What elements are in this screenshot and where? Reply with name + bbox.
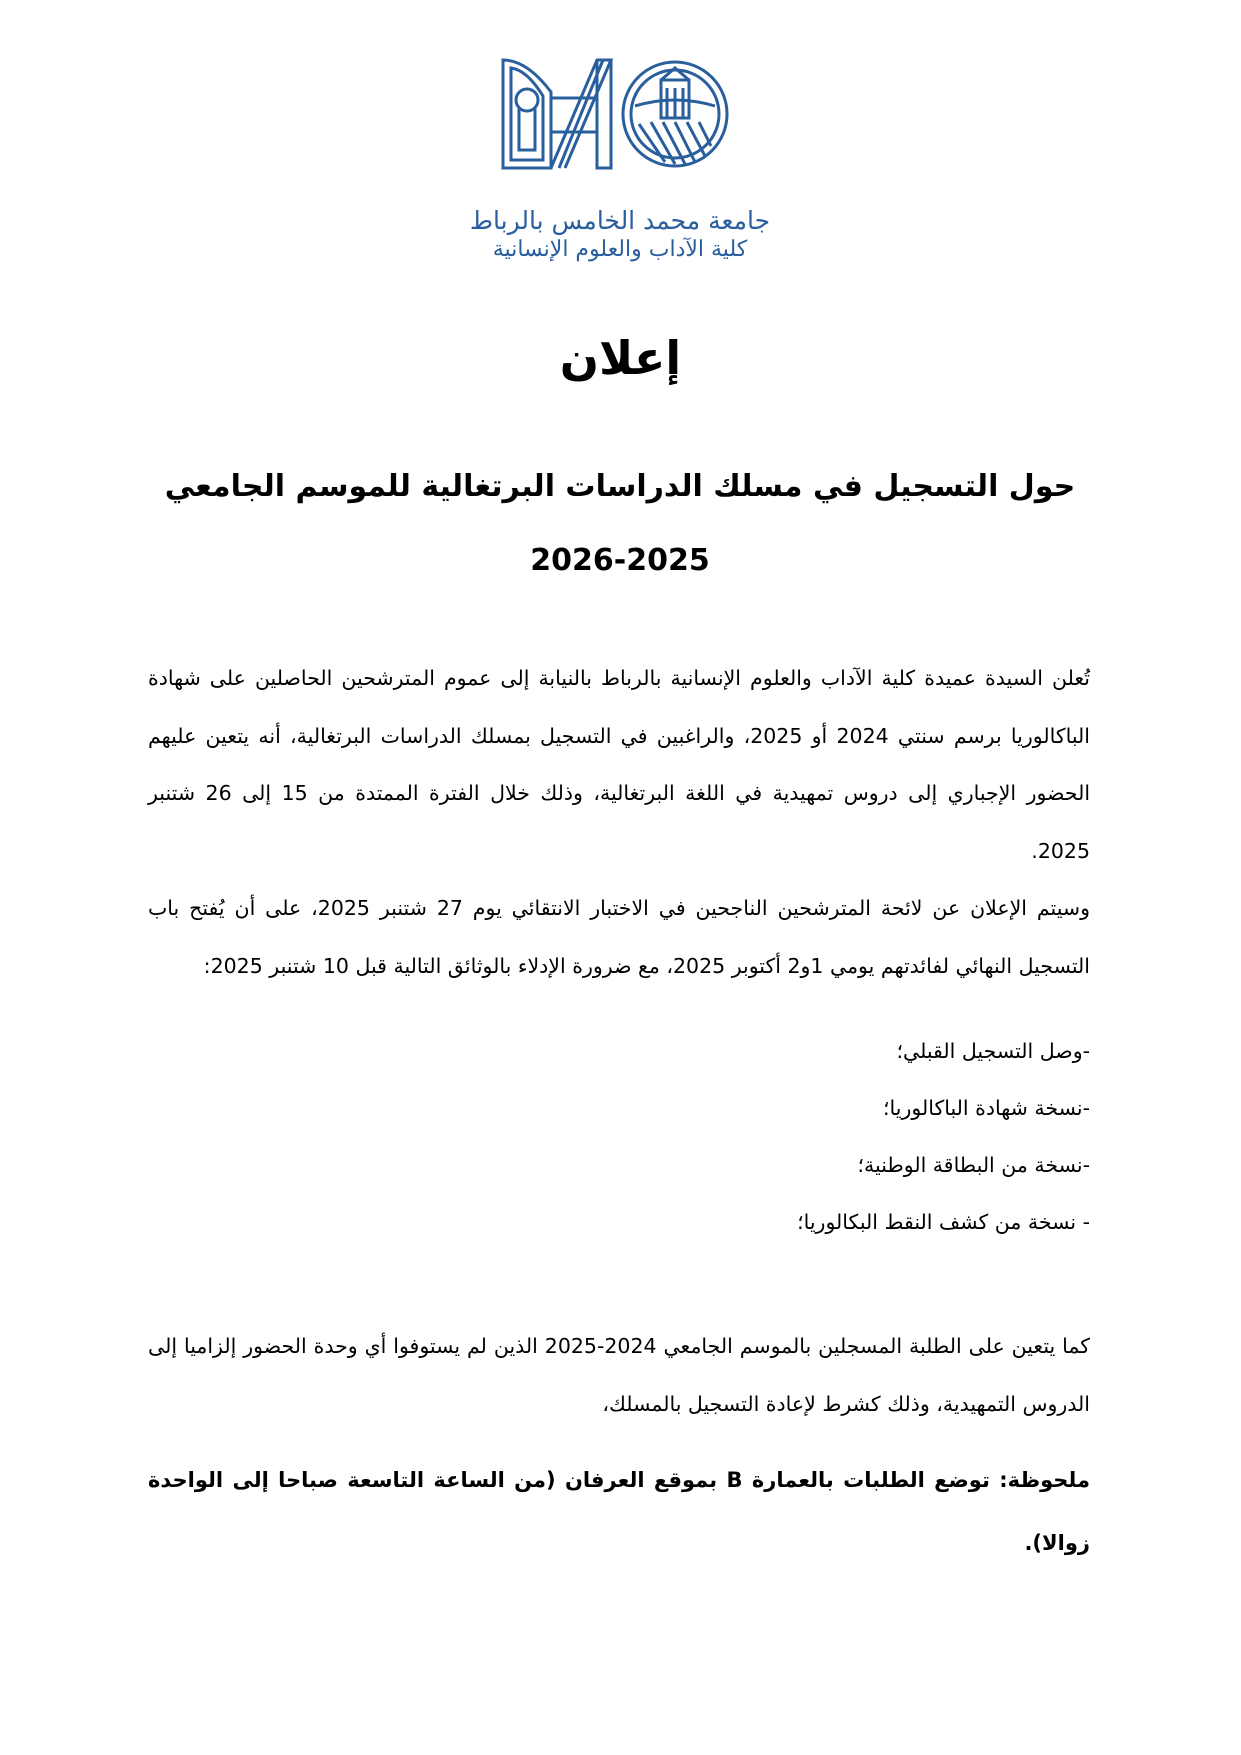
announcement-body — [148, 650, 1090, 1575]
page-title: إعلان — [559, 331, 682, 385]
announcement-subtitle: حول التسجيل في مسلك الدراسات البرتغالية للموسم الجامعي 2025-2026 — [164, 469, 1076, 578]
logo-university-name: جامعة محمد الخامس بالرباط — [469, 206, 771, 235]
list-item: - نسخة من كشف النقط البكالوريا؛ — [797, 1210, 1090, 1234]
paragraph-returning-students: كما يتعين على الطلبة المسجلين بالموسم الجامعي 2024-2025 الذين لم يستوفوا أي وحدة الحضور إلزاميا إلى الدروس التمهيدية، وذلك كشرط لإعادة التسجيل بالمسلك، — [148, 1334, 1090, 1416]
paragraph-registration: وسيتم الإعلان عن لائحة المترشحين الناجحين في الاختبار الانتقائي يوم 27 شتنبر 2025، على أن يُفتح باب التسجيل النهائي لفائدتهم يومي 1و2 أكتوبر 2025، مع ضرورة الإدلاء بالوثائق التالية قبل 10 شتنبر 2025: — [148, 896, 1090, 978]
university-logo — [455, 58, 785, 268]
university-emblem-icon — [497, 58, 743, 206]
list-item: -وصل التسجيل القبلي؛ — [896, 1039, 1090, 1063]
list-item: -نسخة شهادة الباكالوريا؛ — [883, 1096, 1090, 1120]
logo-faculty-name: كلية الآداب والعلوم الإنسانية — [492, 237, 748, 262]
note-paragraph: ملحوظة: توضع الطلبات بالعمارة B بموقع العرفان (من الساعة التاسعة صباحا إلى الواحدة زوالا). — [148, 1468, 1090, 1555]
required-documents-list — [148, 1023, 1090, 1251]
list-item: -نسخة من البطاقة الوطنية؛ — [857, 1153, 1090, 1177]
paragraph-intro: تُعلن السيدة عميدة كلية الآداب والعلوم الإنسانية بالرباط بالنيابة إلى عموم المترشحين الحاصلين على شهادة الباكالوريا برسم سنتي 2024 أو 2025، والراغبين في التسجيل بمسلك الدراسات البرتغالية، أنه يتعين عليهم الحضور الإجباري إلى دروس تمهيدية في اللغة البرتغالية، وذلك خلال الفترة الممتدة من 15 إلى 26 شتنبر 2025. — [148, 666, 1091, 863]
